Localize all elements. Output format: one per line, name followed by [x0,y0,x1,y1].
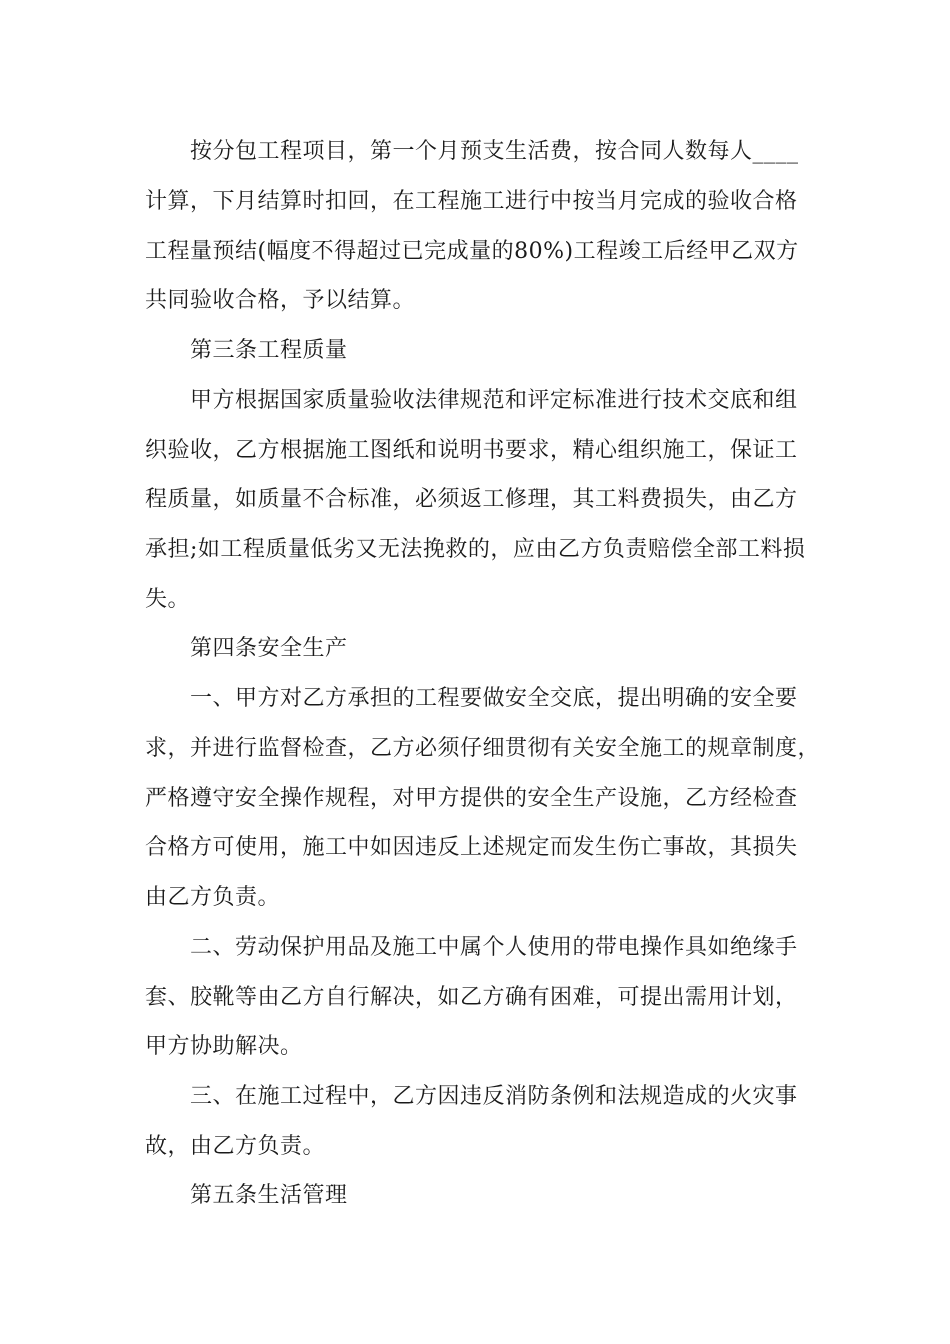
paragraph-line: 故，由乙方负责。 [145,1134,326,1159]
paragraph-line: 计算，下月结算时扣回，在工程施工进行中按当月完成的验收合格 [145,189,798,214]
paragraph-line: 套、胶靴等由乙方自行解决，如乙方确有困难，可提出需用计划， [145,985,798,1010]
paragraph-line: 共同验收合格，予以结算。 [145,288,416,313]
paragraph-line: 程质量，如质量不合标准，必须返工修理，其工料费损失，由乙方 [145,487,798,512]
paragraph-line: 甲方协助解决。 [145,1034,303,1059]
paragraph-line: 织验收，乙方根据施工图纸和说明书要求，精心组织施工，保证工 [145,438,798,463]
section-heading: 第五条生活管理 [190,1183,348,1208]
paragraph-line: 二、劳动保护用品及施工中属个人使用的带电操作具如绝缘手 [190,935,798,960]
section-heading: 第四条安全生产 [190,636,348,661]
paragraph-line: 严格遵守安全操作规程，对甲方提供的安全生产设施，乙方经检查 [145,786,798,811]
paragraph-line: 求，并进行监督检查，乙方必须仔细贯彻有关安全施工的规章制度， [145,736,821,761]
paragraph-line: 按分包工程项目，第一个月预支生活费，按合同人数每人____ [190,139,799,164]
paragraph-line: 三、在施工过程中，乙方因违反消防条例和法规造成的火灾事 [190,1084,798,1109]
paragraph-line: 工程量预结(幅度不得超过已完成量的80%)工程竣工后经甲乙双方 [145,239,799,264]
paragraph-line: 合格方可使用，施工中如因违反上述规定而发生伤亡事故，其损失 [145,835,798,860]
paragraph-line: 承担;如工程质量低劣又无法挽救的，应由乙方负责赔偿全部工料损 [145,537,806,562]
section-heading: 第三条工程质量 [190,338,348,363]
paragraph-line: 由乙方负责。 [145,885,281,910]
paragraph-line: 失。 [145,587,191,612]
paragraph-line: 甲方根据国家质量验收法律规范和评定标准进行技术交底和组 [190,388,798,413]
paragraph-line: 一、甲方对乙方承担的工程要做安全交底，提出明确的安全要 [190,686,798,711]
